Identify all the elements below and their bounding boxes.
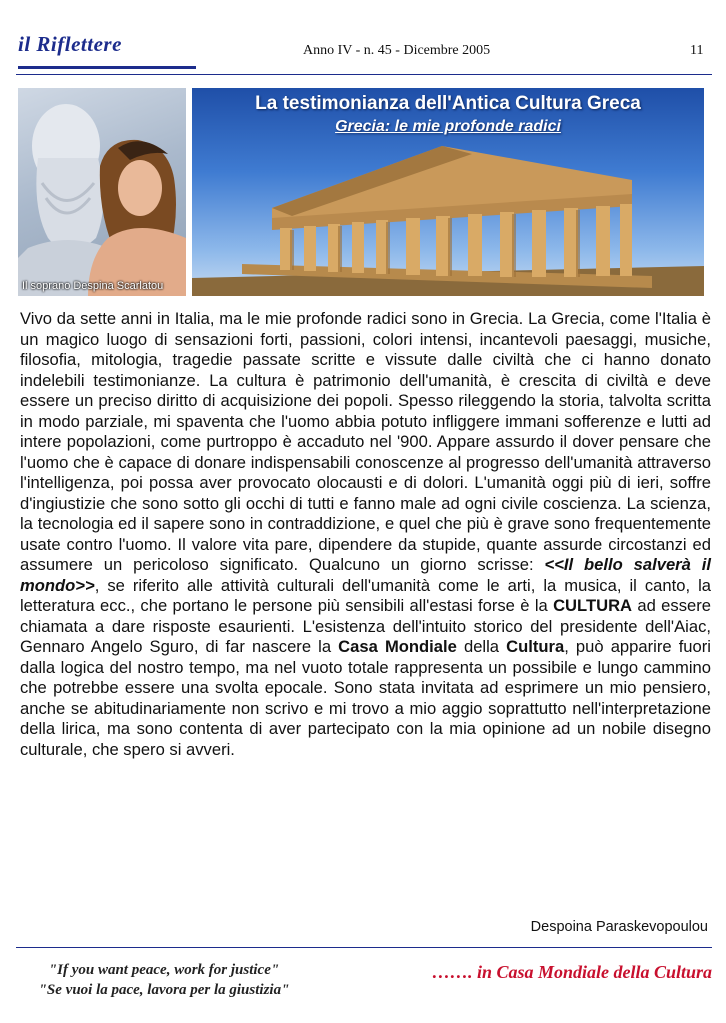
issue-info: Anno IV - n. 45 - Dicembre 2005 (303, 43, 491, 58)
logo-underline (18, 66, 196, 69)
article-text-1: Vivo da sette anni in Italia, ma le mie profonde radici sono in Grecia. La Grecia, come l'Italia è un magico luogo di sensazioni forti, passioni, colori intensi, incantevoli paesaggi, musiche, filosofia, mitologia, tragedie passate scritte e vissute dalle civiltà che ci hanno donato indelebili testimonianze. La cultura è patrimonio dell'umanità, è crescita di civiltà e deve essere un preciso diritto di acquisizione dei popoli. Spesso rileggendo la storia, talvolta scritta in modo parziale, mi spaventa che l'uomo abbia potuto infliggere immani sofferenze e lutti ad intere popolazioni, come purtroppo è accaduto nel '900. Appare assurdo il dover pensare che l'uomo che è capace di donare indispensabili conoscenze al progresso dell'umanità attraverso l'intelligenza, poi possa aver provocato olocausti e di dolori. L'umanità oggi più di ieri, soffre d'ingiustizie che sono sotto gli occhi di tutti e fanno male ad ogni civile coscienza. La scienza, la tecnologia ed il sapere sono in contraddizione, e quel che più è grave sono frequentemente usate contro l'uomo. Il valore vita pare, dipendere da stupide, quante assurde circostanzi ed assumere un pericoloso significato. Qualcuno un giorno scrisse: (20, 309, 711, 574)
article-title: La testimonianza dell'Antica Cultura Greca (255, 93, 641, 114)
motto-italian: "Se vuoi la pace, lavora per la giustizia" (38, 982, 290, 998)
photo-caption: Il soprano Despina Scarlatou (22, 280, 164, 292)
article-text-3: ad essere chiamata a dare risposte esaurienti. L'esistenza dell'intuito storico del presidente dell'Aiac, Gennaro Angelo Sguro, di far nascere la (20, 596, 711, 656)
motto-english: "If you want peace, work for justice" (48, 962, 280, 978)
page-number: 11 (690, 43, 704, 58)
article-quote: <<Il bello salverà il mondo>> (20, 555, 711, 595)
footer-divider (16, 947, 712, 948)
article-text-2: , se riferito alle attività culturali dell'umanità come le arti, la musica, il canto, la letteratura ecc., che portano le persone più sensibili all'estasi forse è la (20, 575, 711, 615)
article-subtitle: Grecia: le mie profonde radici (335, 118, 561, 135)
magazine-logo (14, 26, 194, 66)
article-text-5: , può apparire fuori dalla logica del nostro tempo, ma nel vuoto totale rappresenta un possibile e lungo cammino che potrebbe essere una svolta epocale. Sono stata invitata ad esprimere un mio pensiero, anche se abitudinariamente non scrivo e mi trovo a mio aggio soprattutto nell'interpretazione della lirica, ma sono contenta di aver partecipato con la mia opinione ad un nobile disegno culturale, che spero si avveri. (20, 637, 711, 759)
logo-text: il Riflettere (18, 32, 122, 56)
article-body (20, 309, 711, 760)
article-author: Despoina Paraskevopoulou (530, 919, 708, 935)
soprano-photo (18, 88, 186, 296)
article-casa-mondiale: Casa Mondiale (338, 637, 457, 656)
article-cultura-caps: CULTURA (553, 596, 633, 615)
article-text-4: della (456, 637, 507, 656)
footer-motto (14, 960, 314, 1000)
soprano-photo-illustration (18, 88, 186, 296)
parthenon-banner (192, 88, 704, 296)
header-divider (16, 74, 712, 75)
footer-tagline: ……. in Casa Mondiale della Cultura (431, 962, 712, 982)
article-cultura-word: Cultura (506, 637, 565, 656)
article-paragraph (20, 309, 711, 760)
